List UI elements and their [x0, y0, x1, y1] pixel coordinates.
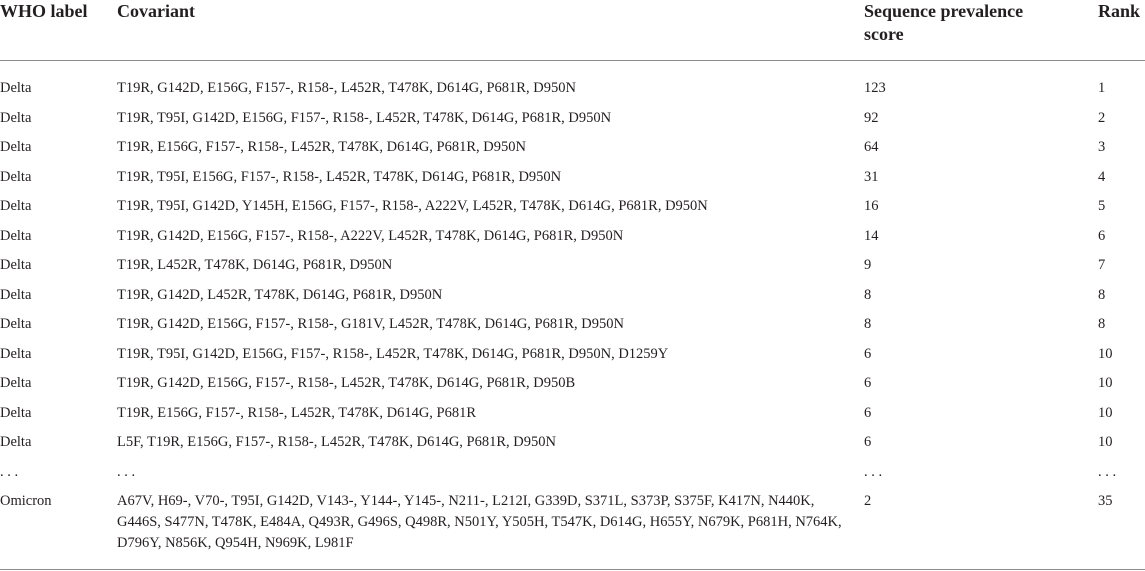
cell-score: 31	[864, 168, 879, 185]
cell-score: 6	[864, 375, 872, 391]
cell-score: 6	[864, 434, 872, 450]
table-row	[0, 137, 1145, 167]
header-sequence-prevalence-score: Sequence prevalence score	[864, 1, 1024, 44]
cell-covariant: T19R, E156G, F157-, R158-, L452R, T478K, D614G, P681R	[117, 404, 477, 421]
cell-rank: 35	[1098, 493, 1113, 509]
cell-who-label: Delta	[0, 227, 32, 244]
table-bottom-rule	[0, 569, 1145, 570]
cell-covariant: T19R, T95I, G142D, E156G, F157-, R158-, L452R, T478K, D614G, P681R, D950N	[117, 109, 612, 126]
table-row	[0, 344, 1145, 374]
cell-who-label: Delta	[0, 198, 32, 214]
cell-score: 64	[864, 139, 879, 155]
cell-who-label: Delta	[0, 139, 32, 155]
cell-who-label: Delta	[0, 345, 32, 362]
cell-covariant: T19R, G142D, E156G, F157-, R158-, L452R, T478K, D614G, P681R, D950B	[117, 375, 576, 391]
cell-score: 6	[864, 404, 872, 421]
table-row	[0, 196, 1145, 226]
table-header	[0, 0, 1145, 61]
table-row	[0, 285, 1145, 315]
table-row-ellipsis	[0, 462, 1145, 492]
cell-who-label: Delta	[0, 404, 32, 421]
cell-who-label: Delta	[0, 316, 32, 332]
cell-rank: 8	[1098, 316, 1106, 332]
cell-who-label: Delta	[0, 434, 32, 450]
cell-covariant: . . .	[117, 463, 136, 480]
cell-covariant: L5F, T19R, E156G, F157-, R158-, L452R, T478K, D614G, P681R, D950N	[117, 434, 556, 450]
cell-who-label: Delta	[0, 168, 32, 185]
table-row	[0, 432, 1145, 462]
cell-covariant: T19R, G142D, L452R, T478K, D614G, P681R, D950N	[117, 286, 443, 303]
cell-who-label: . . .	[0, 463, 19, 480]
cell-covariant: T19R, T95I, G142D, E156G, F157-, R158-, L452R, T478K, D614G, P681R, D950N, D1259Y	[117, 345, 669, 362]
header-who-label: WHO label	[0, 1, 88, 21]
table-row	[0, 373, 1145, 403]
cell-who-label: Delta	[0, 257, 32, 273]
cell-score: 9	[864, 257, 872, 273]
cell-score: . . .	[864, 463, 883, 480]
table-row	[0, 255, 1145, 285]
cell-rank: . . .	[1098, 463, 1117, 480]
table-row	[0, 108, 1145, 138]
cell-covariant: A67V, H69-, V70-, T95I, G142D, V143-, Y144-, Y145-, N211-, L212I, G339D, S371L, S373P, S375F, K417N, N440K, G446S, S477N, T478K, E484A, Q493R, G496S, Q498R, N501Y, Y505H, T547K, D614G, H655Y, N679K, P681H, N764K, D796Y, N856K, Q954H, N969K, L981F	[117, 493, 842, 551]
header-covariant: Covariant	[117, 1, 195, 21]
cell-who-label: Delta	[0, 109, 32, 126]
cell-covariant: T19R, G142D, E156G, F157-, R158-, L452R, T478K, D614G, P681R, D950N	[117, 80, 576, 96]
cell-score: 8	[864, 286, 872, 303]
table-row	[0, 78, 1145, 108]
table-row	[0, 491, 1145, 551]
cell-score: 8	[864, 316, 872, 332]
cell-rank: 10	[1098, 404, 1113, 421]
cell-rank: 10	[1098, 375, 1113, 391]
cell-score: 2	[864, 493, 872, 509]
cell-rank: 1	[1098, 80, 1106, 96]
cell-score: 123	[864, 80, 886, 96]
cell-rank: 10	[1098, 434, 1113, 450]
cell-covariant: T19R, L452R, T478K, D614G, P681R, D950N	[117, 257, 393, 273]
cell-score: 92	[864, 109, 879, 126]
cell-who-label: Omicron	[0, 493, 52, 509]
cell-rank: 4	[1098, 168, 1106, 185]
table-row	[0, 226, 1145, 256]
cell-rank: 7	[1098, 257, 1106, 273]
cell-covariant: T19R, G142D, E156G, F157-, R158-, G181V, L452R, T478K, D614G, P681R, D950N	[117, 316, 624, 332]
cell-covariant: T19R, G142D, E156G, F157-, R158-, A222V, L452R, T478K, D614G, P681R, D950N	[117, 227, 624, 244]
cell-rank: 5	[1098, 198, 1106, 214]
cell-score: 6	[864, 345, 872, 362]
cell-rank: 3	[1098, 139, 1106, 155]
cell-score: 16	[864, 198, 879, 214]
header-rank: Rank	[1098, 1, 1141, 21]
cell-covariant: T19R, T95I, E156G, F157-, R158-, L452R, T478K, D614G, P681R, D950N	[117, 168, 562, 185]
cell-rank: 8	[1098, 286, 1106, 303]
table-row	[0, 167, 1145, 197]
cell-who-label: Delta	[0, 375, 32, 391]
cell-who-label: Delta	[0, 286, 32, 303]
cell-rank: 2	[1098, 109, 1106, 126]
table-row	[0, 403, 1145, 433]
cell-who-label: Delta	[0, 80, 32, 96]
cell-covariant: T19R, T95I, G142D, Y145H, E156G, F157-, R158-, A222V, L452R, T478K, D614G, P681R, D950N	[117, 198, 708, 214]
cell-rank: 10	[1098, 345, 1113, 362]
cell-covariant: T19R, E156G, F157-, R158-, L452R, T478K, D614G, P681R, D950N	[117, 139, 526, 155]
table-row	[0, 314, 1145, 344]
cell-rank: 6	[1098, 227, 1106, 244]
cell-score: 14	[864, 227, 879, 244]
